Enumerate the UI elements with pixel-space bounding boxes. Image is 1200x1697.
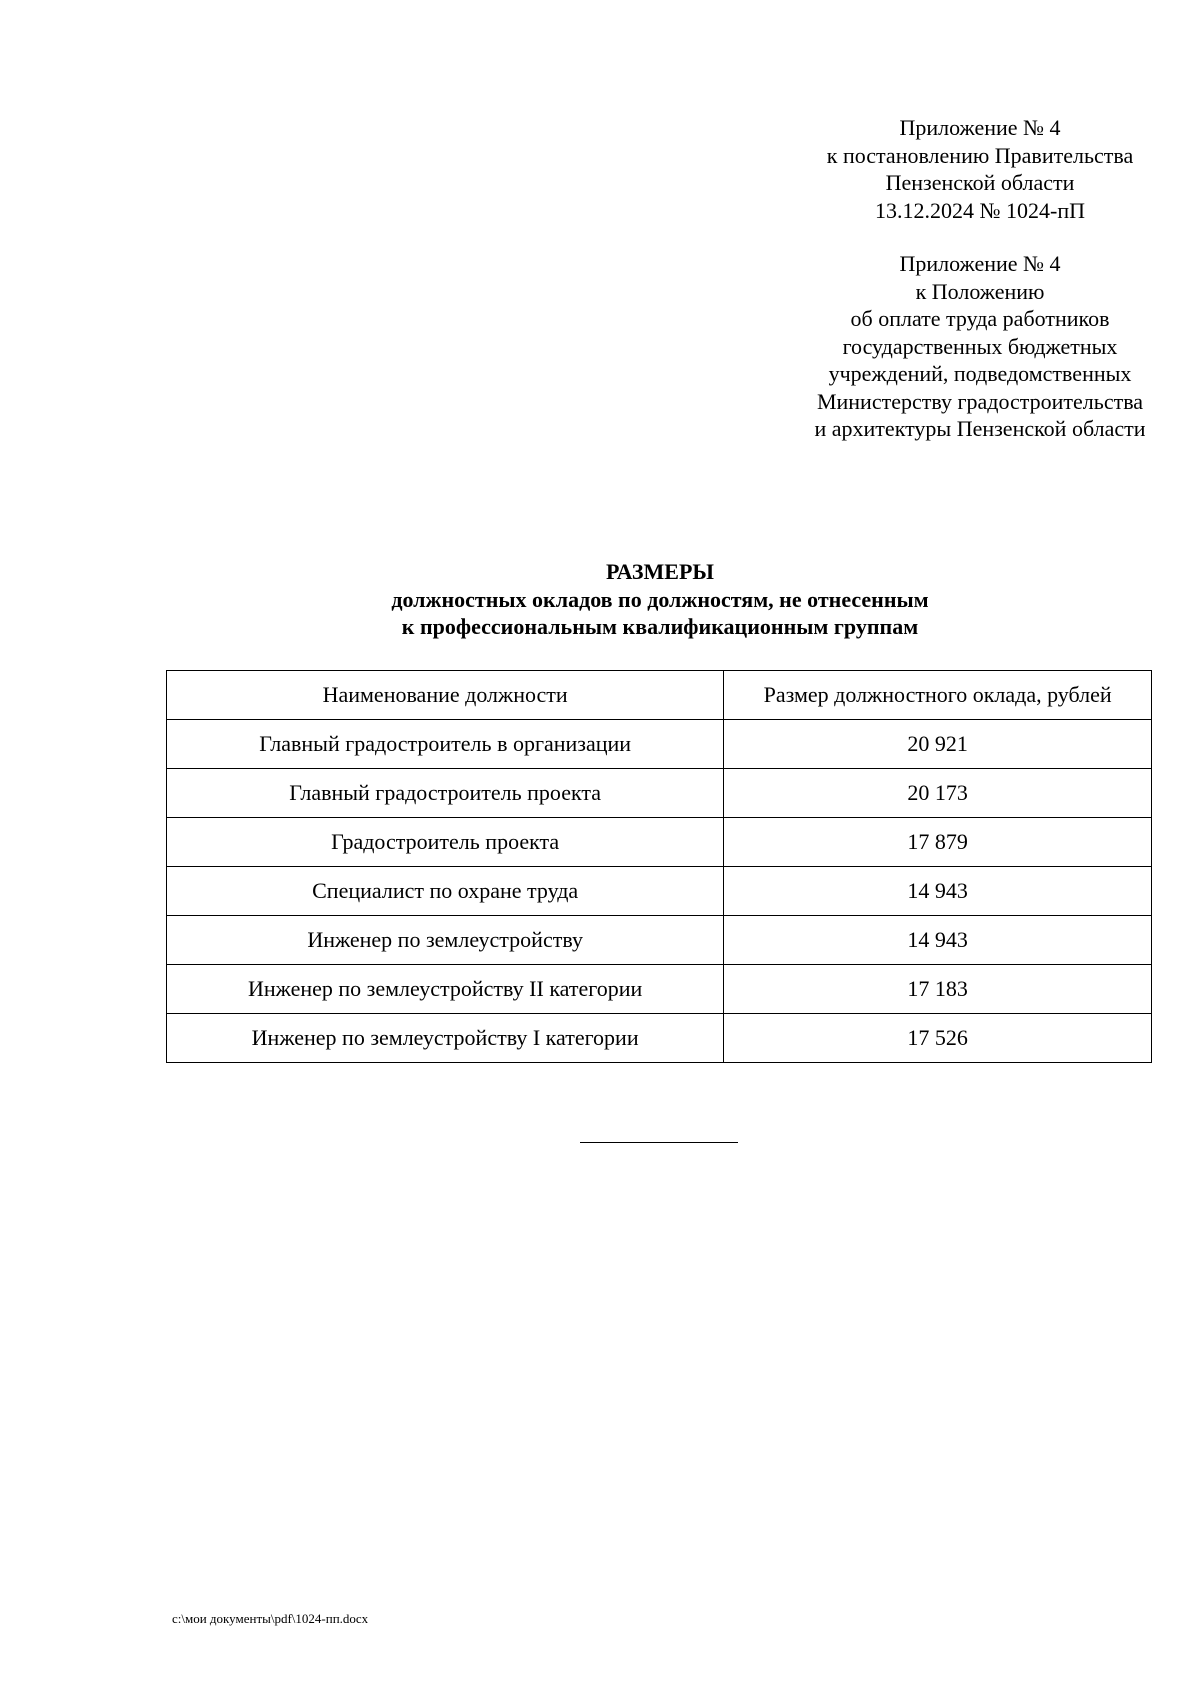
position-cell: Инженер по землеустройству II категории — [167, 965, 724, 1014]
salary-cell: 20 173 — [724, 769, 1152, 818]
table-row — [167, 769, 1152, 818]
position-cell: Главный градостроитель проекта — [167, 769, 724, 818]
document-title — [0, 558, 1200, 641]
column-header-position: Наименование должности — [167, 671, 724, 720]
appendix-decree-line: Приложение № 4 — [899, 115, 1061, 140]
salary-cell: 14 943 — [724, 867, 1152, 916]
appendix-decree-date-line: 13.12.2024 № 1024-пП — [875, 197, 1085, 223]
title-subtitle-line: должностных окладов по должностям, не отнесенным — [391, 586, 929, 612]
column-header-salary: Размер должностного оклада, рублей — [724, 671, 1152, 720]
table-row — [167, 867, 1152, 916]
appendix-regulation-line: Приложение № 4 — [899, 251, 1061, 276]
appendix-decree-line: Пензенской области — [885, 170, 1075, 195]
appendix-decree-block — [760, 114, 1200, 224]
appendix-regulation-line: к Положению — [915, 278, 1045, 304]
title-subtitle-line: к профессиональным квалификационным группам — [401, 614, 919, 639]
position-cell: Главный градостроитель в организации — [167, 720, 724, 769]
salary-cell: 17 879 — [724, 818, 1152, 867]
position-cell: Инженер по землеустройству — [167, 916, 724, 965]
position-cell: Инженер по землеустройству I категории — [167, 1014, 724, 1063]
salary-cell: 17 526 — [724, 1014, 1152, 1063]
appendix-decree-line: к постановлению Правительства — [826, 142, 1134, 168]
appendix-regulation-line: и архитектуры Пензенской области — [814, 416, 1146, 441]
title-heading: РАЗМЕРЫ — [605, 559, 715, 584]
appendix-regulation-block — [760, 250, 1200, 443]
appendix-regulation-line: об оплате труда работников — [850, 306, 1110, 331]
footer-file-path: c:\мои документы\pdf\1024-пп.docx — [172, 1611, 369, 1626]
end-divider-line — [580, 1142, 738, 1143]
position-cell: Градостроитель проекта — [167, 818, 724, 867]
table-row — [167, 720, 1152, 769]
table-row — [167, 1014, 1152, 1063]
table-row — [167, 965, 1152, 1014]
salary-cell: 17 183 — [724, 965, 1152, 1014]
salary-table — [166, 670, 1152, 1063]
appendix-regulation-line: Министерству градостроительства — [816, 388, 1144, 414]
appendix-regulation-line: учреждений, подведомственных — [828, 361, 1132, 386]
table-row — [167, 916, 1152, 965]
salary-cell: 14 943 — [724, 916, 1152, 965]
appendix-regulation-line: государственных бюджетных — [842, 333, 1118, 359]
position-cell: Специалист по охране труда — [167, 867, 724, 916]
table-header-row — [167, 671, 1152, 720]
table-row — [167, 818, 1152, 867]
salary-cell: 20 921 — [724, 720, 1152, 769]
